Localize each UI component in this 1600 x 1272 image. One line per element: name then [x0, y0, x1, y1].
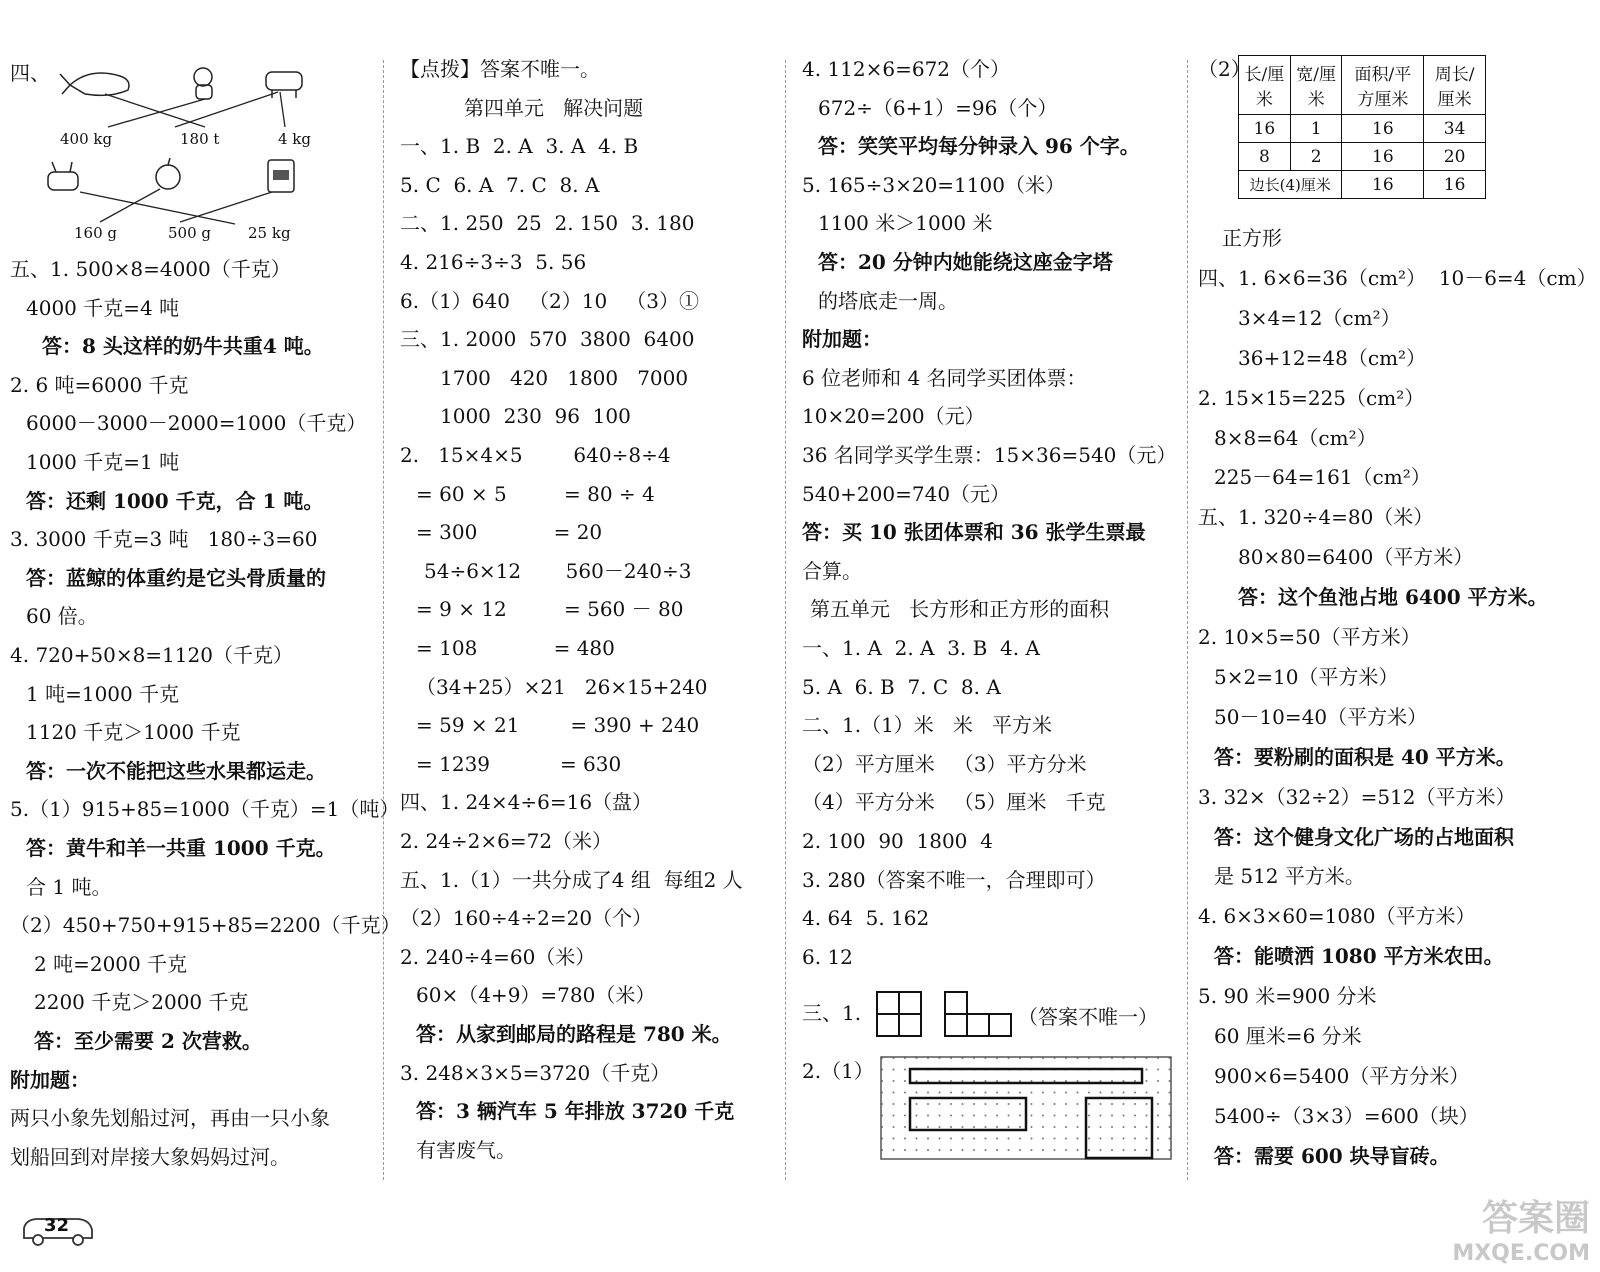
- answer-line: 附加题：: [802, 327, 882, 352]
- answer-line: 36 名同学买学生票：15×36=540（元）: [802, 443, 1177, 467]
- answer-line: 1000 千克=1 吨: [26, 450, 180, 474]
- answer-line: 2. 100 90 1800 4: [802, 829, 993, 853]
- weight-label: 25 kg: [248, 224, 291, 242]
- answer-line: 5. C 6. A 7. C 8. A: [400, 172, 600, 197]
- cat-icon: [194, 68, 212, 99]
- answer-line: 答：这个鱼池占地 6400 平方米。: [1238, 585, 1548, 610]
- table-cell: 8: [1239, 143, 1291, 171]
- answer-line: 二、1.（1）米 米 平方米: [802, 713, 1052, 738]
- answer-line: 划船回到对岸接大象妈妈过河。: [10, 1144, 290, 1169]
- page-number: 32: [44, 1215, 70, 1236]
- answer-line: 6.（1）640 （2）10 （3）①: [400, 288, 700, 313]
- answer-line: 合算。: [802, 558, 862, 583]
- answer-line: 答：买 10 张团体票和 36 张学生票最: [802, 520, 1146, 545]
- answer-line: 附加题：: [10, 1067, 90, 1092]
- answer-line: 答：需要 600 块导盲砖。: [1214, 1143, 1450, 1168]
- column-separator: [785, 60, 786, 1180]
- weight-label: 180 t: [180, 130, 220, 148]
- answer-line: 540+200=740（元）: [802, 481, 1011, 506]
- answer-line: 2 吨=2000 千克: [34, 951, 188, 976]
- table-row: [1239, 143, 1486, 171]
- answer-line: 4. 112×6=672（个）: [802, 57, 1011, 81]
- answer-line: 50－10=40（平方米）: [1214, 704, 1428, 729]
- answer-line: 2. 24÷2×6=72（米）: [400, 829, 613, 853]
- answer-line: = 59 × 21 = 390 + 240: [416, 713, 700, 738]
- answer-line: 答：一次不能把这些水果都运走。: [26, 758, 326, 783]
- column-separator: [383, 60, 384, 1180]
- rice-bag-icon: [268, 160, 294, 192]
- answer-line: 五、1. 320÷4=80（米）: [1198, 505, 1434, 530]
- answer-line: 80×80=6400（平方米）: [1238, 545, 1474, 570]
- answer-line: 的塔底走一周。: [818, 288, 958, 313]
- table-cell: 16: [1424, 171, 1486, 199]
- answer-line: 10×20=200（元）: [802, 404, 985, 429]
- answer-line: （34+25）×21 26×15+240: [416, 674, 708, 699]
- table-header-cell: 面积/平方厘米: [1342, 56, 1424, 115]
- answer-line: 54÷6×12 560－240÷3: [424, 558, 692, 583]
- answer-line: 有害废气。: [416, 1137, 516, 1162]
- answer-line: 四、1. 24×4÷6=16（盘）: [400, 790, 653, 815]
- watermark-cn: 答案圈: [1481, 1198, 1590, 1239]
- table-cell: 边长(4)厘米: [1239, 171, 1342, 199]
- dot-grid-figure: [880, 1056, 1172, 1160]
- answer-line: 5.（1）915+85=1000（千克）=1（吨）: [10, 797, 400, 822]
- q2-label: 2.（1）: [802, 1059, 874, 1083]
- answer-line: 合 1 吨。: [26, 874, 112, 899]
- answer-line: 答：蓝鲸的体重约是它头骨质量的: [26, 565, 326, 590]
- answer-line: 5400÷（3×3）=600（块）: [1214, 1103, 1479, 1128]
- table-cell: 16: [1342, 171, 1424, 199]
- answer-line: = 9 × 12 = 560 － 80: [416, 597, 684, 622]
- table-cell: 16: [1239, 115, 1291, 143]
- rectangle-table: [1238, 55, 1486, 199]
- answer-line: 两只小象先划船过河，再由一只小象: [10, 1106, 330, 1131]
- table-header-row: [1239, 56, 1486, 115]
- weight-label: 160 g: [74, 224, 118, 242]
- answer-line: 二、1. 250 25 2. 150 3. 180: [400, 211, 695, 236]
- answer-line: 6. 12: [802, 944, 853, 969]
- answer-line: 第五单元 长方形和正方形的面积: [810, 597, 1110, 622]
- answer-line: 4. 6×3×60=1080（平方米）: [1198, 904, 1476, 929]
- answer-line: 第四单元 解决问题: [464, 95, 644, 120]
- table-row: [1239, 115, 1486, 143]
- table-header-cell: 周长/厘米: [1424, 56, 1486, 115]
- answer-line: 正方形: [1222, 226, 1282, 250]
- answer-line: 36+12=48（cm²）: [1238, 345, 1427, 370]
- answer-line: 3. 32×（32÷2）=512（平方米）: [1198, 784, 1516, 809]
- answer-line: 2. 240÷4=60（米）: [400, 944, 596, 969]
- answer-line: 672÷（6+1）=96（个）: [818, 95, 1058, 120]
- table-cell: 2: [1290, 143, 1342, 171]
- matching-lines-diagram: [10, 52, 380, 247]
- answer-line: （2）450+750+915+85=2200（千克）: [10, 913, 401, 938]
- answer-line: 2. 10×5=50（平方米）: [1198, 625, 1421, 649]
- answer-line: （4）平方分米 （5）厘米 千克: [802, 790, 1106, 815]
- deer-icon: [48, 162, 78, 190]
- table-cell: 20: [1424, 143, 1486, 171]
- table-cell: 16: [1342, 143, 1424, 171]
- answer-line: 4. 720+50×8=1120（千克）: [10, 643, 293, 667]
- answer-line: 2. 6 吨=6000 千克: [10, 372, 189, 397]
- answer-line: 答：3 辆汽车 5 年排放 3720 千克: [416, 1099, 735, 1124]
- answer-line: 1700 420 1800 7000: [440, 365, 689, 390]
- answer-line: 答：黄牛和羊一共重 1000 千克。: [26, 836, 336, 860]
- answer-line: 60 倍。: [26, 604, 98, 629]
- whale-icon: [60, 73, 129, 95]
- answer-line: 答：至少需要 2 次营救。: [34, 1029, 262, 1053]
- table-row: [1239, 171, 1486, 199]
- answer-line: （2）平方厘米 （3）平方分米: [802, 751, 1087, 776]
- answer-line: 答：从家到邮局的路程是 780 米。: [416, 1022, 732, 1046]
- answer-line: （2）160÷4÷2=20（个）: [400, 906, 653, 931]
- answer-line: 2200 千克＞2000 千克: [34, 990, 249, 1015]
- answer-line: 4000 千克=4 吨: [26, 295, 180, 320]
- answer-line: 答：笑笑平均每分钟录入 96 个字。: [818, 134, 1140, 159]
- answer-line: 2. 15×15=225（cm²）: [1198, 385, 1425, 410]
- answer-line: 1000 230 96 100: [440, 404, 631, 429]
- answer-line: 4. 216÷3÷3 5. 56: [400, 250, 587, 274]
- answer-line: 【点拨】答案不唯一。: [400, 57, 600, 81]
- q4-heading: 四、: [10, 61, 50, 85]
- answer-line: 一、1. A 2. A 3. B 4. A: [802, 636, 1040, 660]
- answer-line: 是 512 平方米。: [1214, 864, 1365, 889]
- answer-line: 1100 米＞1000 米: [818, 211, 993, 236]
- answer-line: 答：8 头这样的奶牛共重4 吨。: [42, 334, 324, 359]
- answer-line: 答：要粉刷的面积是 40 平方米。: [1214, 744, 1516, 769]
- column-separator: [1187, 60, 1188, 1180]
- answer-line: 1 吨=1000 千克: [26, 681, 180, 706]
- page-number-badge: [20, 1212, 96, 1248]
- table-cell: 1: [1290, 115, 1342, 143]
- answer-line: 8×8=64（cm²）: [1214, 425, 1377, 450]
- table-cell: 34: [1424, 115, 1486, 143]
- answer-line: 5. A 6. B 7. C 8. A: [802, 674, 1001, 699]
- q3-label: 三、1.: [802, 1001, 862, 1025]
- table-header-cell: 宽/厘米: [1290, 56, 1342, 115]
- answer-line: 60×（4+9）=780（米）: [416, 983, 656, 1008]
- table-label: （2）: [1198, 57, 1251, 81]
- answer-line: 5×2=10（平方米）: [1214, 664, 1399, 689]
- answer-line: = 1239 = 630: [416, 751, 622, 776]
- answer-line: 3×4=12（cm²）: [1238, 305, 1401, 330]
- table-header-cell: 长/厘米: [1239, 56, 1291, 115]
- answer-line: 3. 280（答案不唯一，合理即可）: [802, 867, 1106, 892]
- q3-note: （答案不唯一）: [1018, 1005, 1158, 1029]
- answer-line: 6000－3000－2000=1000（千克）: [26, 411, 367, 436]
- table-cell: 16: [1342, 115, 1424, 143]
- answer-line: 2. 15×4×5 640÷8÷4: [400, 443, 671, 467]
- answer-line: = 300 = 20: [416, 520, 603, 545]
- watermark-url: MXQE.COM: [1452, 1241, 1590, 1266]
- answer-line: 6 位老师和 4 名同学买团体票：: [802, 365, 1087, 390]
- answer-line: = 60 × 5 = 80 ÷ 4: [416, 481, 655, 506]
- answer-line: 900×6=5400（平方分米）: [1214, 1063, 1470, 1088]
- answer-line: 1120 千克＞1000 千克: [26, 720, 241, 745]
- answer-line: 五、1.（1）一共分成了4 组 每组2 人: [400, 867, 743, 892]
- answer-line: 3. 3000 千克=3 吨 180÷3=60: [10, 527, 318, 552]
- weight-label: 500 g: [168, 224, 212, 242]
- answer-line: 225－64=161（cm²）: [1214, 465, 1431, 490]
- answer-line: 答：20 分钟内她能绕这座金字塔: [818, 250, 1113, 274]
- answer-line: 4. 64 5. 162: [802, 906, 930, 931]
- answer-line: 5. 165÷3×20=1100（米）: [802, 172, 1065, 197]
- answer-line: 一、1. B 2. A 3. A 4. B: [400, 134, 639, 159]
- answer-line: = 108 = 480: [416, 636, 615, 660]
- answer-line: 答：还剩 1000 千克，合 1 吨。: [26, 488, 324, 513]
- tile-shapes-figure: [875, 990, 1025, 1040]
- answer-line: 五、1. 500×8=4000（千克）: [10, 257, 291, 281]
- answer-line: 答：这个健身文化广场的占地面积: [1214, 824, 1514, 849]
- apple-icon: [156, 158, 180, 189]
- weight-label: 4 kg: [278, 130, 312, 148]
- answer-line: 60 厘米=6 分米: [1214, 1024, 1362, 1048]
- answer-line: 三、1. 2000 570 3800 6400: [400, 327, 695, 352]
- weight-label: 400 kg: [60, 130, 113, 148]
- watermark: [1452, 1190, 1590, 1266]
- answer-line: 答：能喷洒 1080 平方米农田。: [1214, 944, 1504, 969]
- answer-line: 3. 248×3×5=3720（千克）: [400, 1060, 671, 1085]
- answer-line: 四、1. 6×6=36（cm²） 10－6=4（cm）: [1198, 265, 1597, 290]
- weight-matching-illustration: [10, 52, 380, 247]
- answer-line: 5. 90 米=900 分米: [1198, 984, 1377, 1009]
